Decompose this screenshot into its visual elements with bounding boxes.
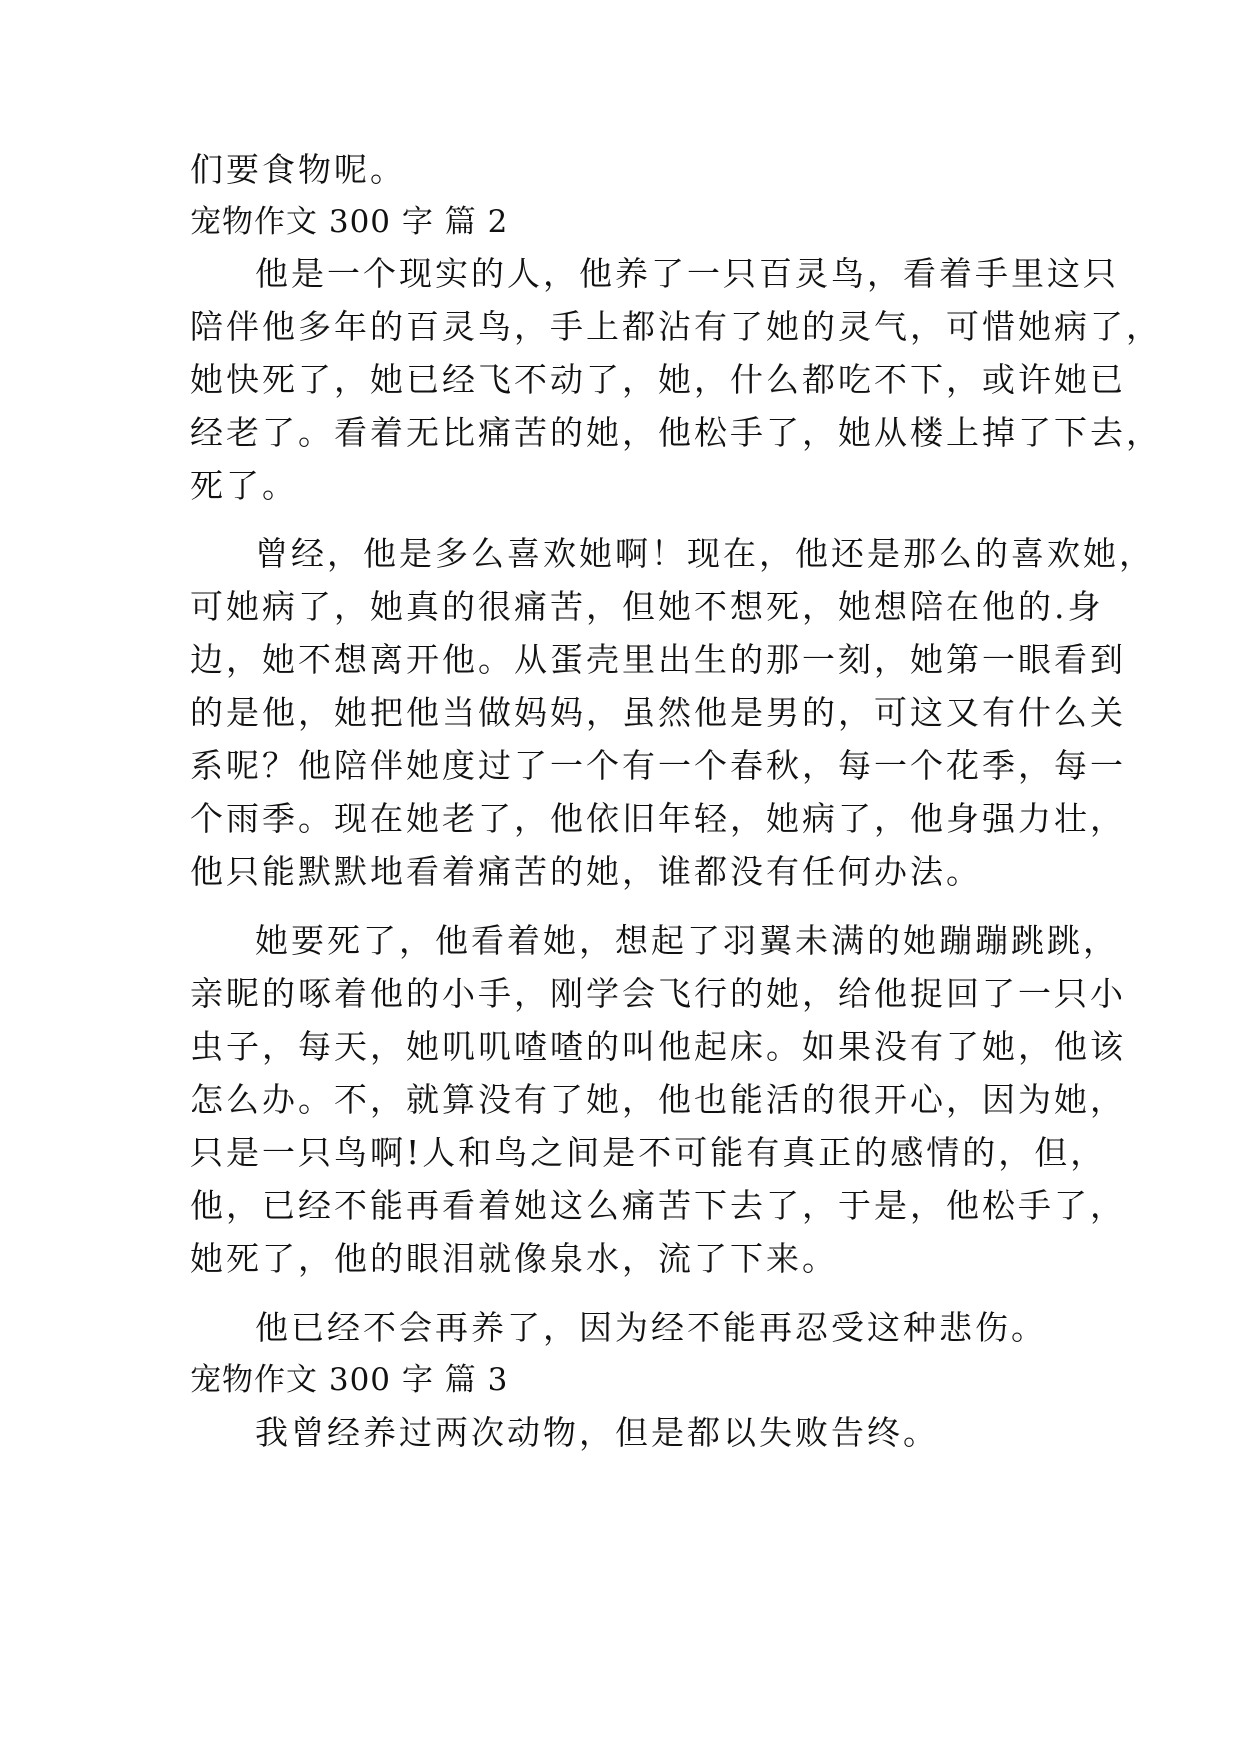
text-line: 他只能默默地看着痛苦的她，谁都没有任何办法。 [190, 852, 982, 891]
text-line: 曾经，他是多么喜欢她啊！现在，他还是那么的喜欢她， [255, 534, 1155, 573]
text-line: 边，她不想离开他。从蛋壳里出生的那一刻，她第一眼看到 [190, 640, 1126, 679]
section-heading: 宠物作文 300 字 篇 2 [190, 204, 509, 240]
text-line: 亲昵的啄着他的小手，刚学会飞行的她，给他捉回了一只小 [190, 974, 1126, 1013]
text-line: 他已经不会再养了，因为经不能再忍受这种悲伤。 [255, 1308, 1047, 1347]
text-line: 我曾经养过两次动物，但是都以失败告终。 [255, 1413, 939, 1452]
text-line: 陪伴他多年的百灵鸟，手上都沾有了她的灵气，可惜她病了， [190, 307, 1162, 346]
text-line: 个雨季。现在她老了，他依旧年轻，她病了，他身强力壮， [190, 799, 1126, 838]
text-line: 她要死了，他看着她，想起了羽翼未满的她蹦蹦跳跳， [255, 921, 1119, 960]
text-line: 经老了。看着无比痛苦的她，他松手了，她从楼上掉了下去， [190, 413, 1162, 452]
text-line: 可她病了，她真的很痛苦，但她不想死，她想陪在他的.身 [190, 587, 1104, 626]
text-line: 她死了，他的眼泪就像泉水，流了下来。 [190, 1239, 838, 1278]
text-line: 们要食物呢。 [190, 150, 406, 189]
text-line: 他，已经不能再看着她这么痛苦下去了，于是，他松手了， [190, 1186, 1126, 1225]
text-line: 只是一只鸟啊!人和鸟之间是不可能有真正的感情的，但， [190, 1133, 1107, 1172]
text-line: 她快死了，她已经飞不动了，她，什么都吃不下，或许她已 [190, 360, 1126, 399]
text-line: 虫子，每天，她叽叽喳喳的叫他起床。如果没有了她，他该 [190, 1027, 1126, 1066]
text-line: 他是一个现实的人，他养了一只百灵鸟，看着手里这只 [255, 254, 1119, 293]
section-heading: 宠物作文 300 字 篇 3 [190, 1362, 509, 1398]
text-line: 死了。 [190, 466, 298, 505]
text-line: 怎么办。不，就算没有了她，他也能活的很开心，因为她， [190, 1080, 1126, 1119]
text-line: 的是他，她把他当做妈妈，虽然他是男的，可这又有什么关 [190, 693, 1126, 732]
text-line: 系呢？他陪伴她度过了一个有一个春秋，每一个花季，每一 [190, 746, 1126, 785]
